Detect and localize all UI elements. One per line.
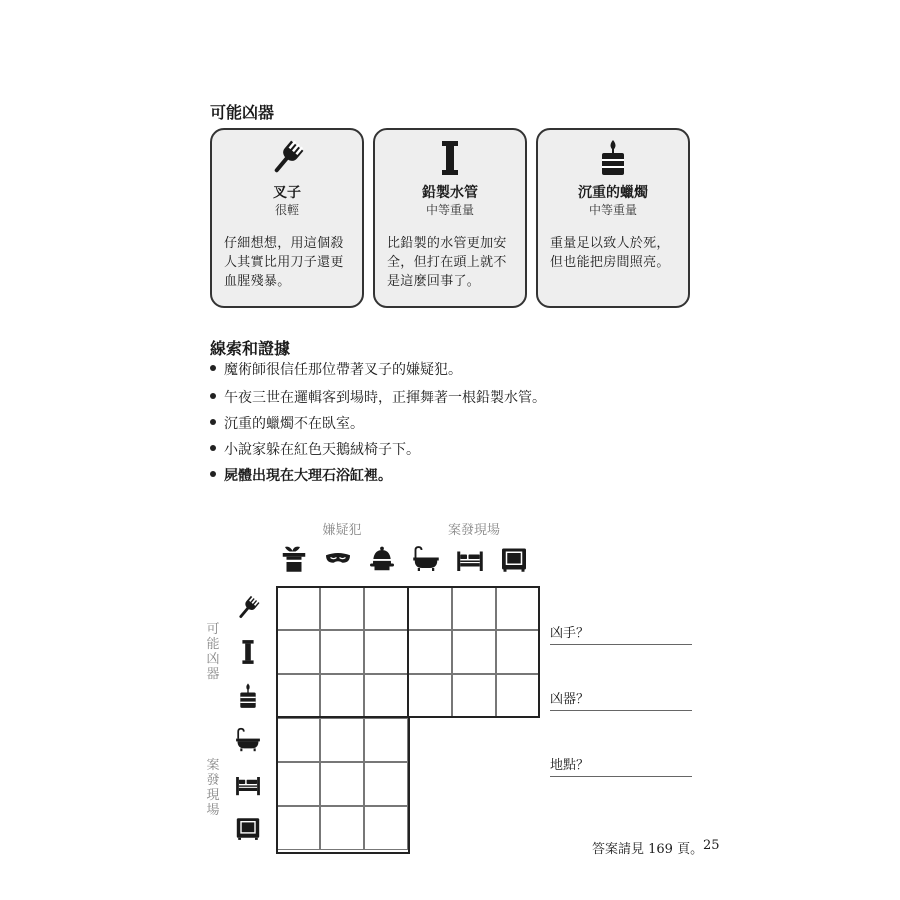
candle-icon (593, 138, 633, 178)
clue-item (210, 464, 392, 488)
column-group-label-suspects: 嫌疑犯 (322, 523, 362, 538)
novelist-hat-icon (367, 544, 397, 574)
candle-icon (234, 682, 262, 710)
column-group-label-scenes: 案發現場 (447, 523, 500, 538)
weapon-weight: 很輕 (274, 203, 299, 217)
weapon-description: 比鉛製的水管更加安全，但打在頭上就不是這麼回事了。 (387, 236, 507, 289)
bullet-icon (210, 393, 216, 399)
weapon-card-candle (536, 128, 690, 308)
weapon-card-fork (210, 128, 364, 308)
fork-icon (234, 594, 262, 622)
magician-hat-icon (279, 544, 309, 574)
bullet-icon (210, 445, 216, 451)
answer-location-line[interactable]: 地點？ (550, 756, 692, 777)
clue-item (210, 412, 364, 436)
weapon-name: 沉重的蠟燭 (578, 185, 648, 201)
grid-block-divider (407, 586, 409, 718)
weapon-weight: 中等重量 (425, 203, 474, 217)
bullet-icon (210, 365, 216, 371)
weapons-section-title: 可能凶器 (210, 103, 275, 122)
lead-pipe-icon (234, 638, 262, 666)
sleep-mask-icon (323, 544, 353, 574)
armchair-icon (234, 814, 262, 842)
bathtub-icon (411, 544, 441, 574)
fork-icon (267, 138, 307, 178)
clue-text: 沉重的蠟燭不在臥室。 (224, 416, 364, 432)
answer-murderer-line[interactable]: 凶手？ (550, 624, 692, 645)
clue-item (210, 386, 546, 410)
armchair-icon (499, 544, 529, 574)
clue-text: 魔術師很信任那位帶著叉子的嫌疑犯。 (224, 362, 462, 378)
clues-section-title: 線索和證據 (210, 339, 291, 358)
clue-text: 午夜三世在邏輯客到場時，正揮舞著一根鉛製水管。 (224, 390, 546, 406)
clue-item (210, 438, 420, 462)
weapon-name: 叉子 (273, 185, 301, 201)
bed-icon (234, 770, 262, 798)
row-group-label-scenes: 案 發 現 場 (206, 758, 220, 818)
row-group-label-weapons: 可 能 凶 器 (206, 622, 220, 682)
answer-reference: 答案請見 169 頁。 (592, 842, 704, 857)
lead-pipe-icon (430, 138, 470, 178)
weapon-description: 重量足以致人於死，但也能把房間照亮。 (550, 236, 670, 270)
bullet-icon (210, 471, 216, 477)
page-number: 25 (703, 838, 720, 853)
bullet-icon (210, 419, 216, 425)
answer-weapon-line[interactable]: 凶器？ (550, 690, 692, 711)
clue-item (210, 358, 462, 382)
clue-text: 屍體出現在大理石浴缸裡。 (224, 468, 392, 484)
bathtub-icon (234, 726, 262, 754)
grid-block-bottom (276, 716, 410, 854)
weapon-description: 仔細想想，用這個殺人其實比用刀子還更血腥殘暴。 (224, 236, 344, 289)
bed-icon (455, 544, 485, 574)
weapon-weight: 中等重量 (588, 203, 637, 217)
weapon-card-lead-pipe (373, 128, 527, 308)
clue-text: 小說家躲在紅色天鵝絨椅子下。 (224, 442, 420, 458)
weapon-name: 鉛製水管 (422, 185, 478, 201)
